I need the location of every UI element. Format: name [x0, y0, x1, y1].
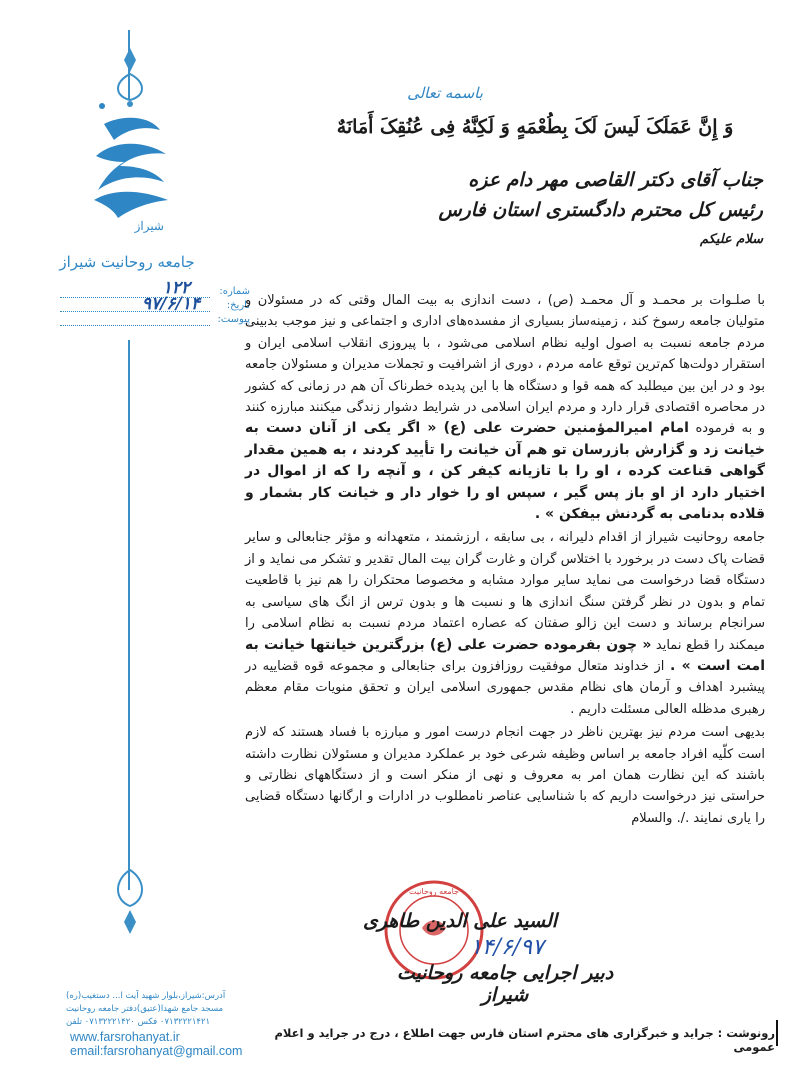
addressee-block — [343, 165, 763, 255]
addressee-title: رئیس کل محترم دادگستری استان فارس — [438, 199, 763, 221]
date-label: تاریخ: — [226, 300, 250, 311]
number-label: شماره: — [219, 286, 250, 297]
greeting: سلام علیکم — [699, 232, 763, 247]
address-line-1: آدرس:شیراز،بلوار شهید آیت ا... دستغیب(ره) — [66, 991, 226, 1001]
hadith-quote: « چون بفرموده حضرت علی (ع) بزرگترین خیانتها خیانت به امت است » . — [245, 636, 765, 674]
date-row — [60, 294, 250, 314]
signatory-name: السید علی الدین طاهری — [362, 910, 558, 932]
carbon-copy: رونوشت : جراید و خبرگزاری های محترم استان فارس جهت اطلاع ، درج در جراید و اعلام عمومی — [274, 1026, 775, 1054]
signature-date: ۱۴/۶/۹۷ — [470, 935, 544, 960]
date-value: ۹۷/۶/۱۴ — [141, 294, 200, 314]
paragraph-3: بدیهی است مردم نیز بهترین ناظر در جهت انجام درست امور و مبارزه با فساد هستند که لازم است کلّیه افراد جامعه بر اساس وظیفه شرعی خود بر عملکرد مدیران و مسئولان نظارت داشته باشند که این نظارت همان امر به معروف و نهی از منکر است و از دستگاههای نظارتی و حراستی نیز درخواست داریم که با شناسایی عناصر نامطلوب در ادارات و ارگانها دستگاه قضایی را یاری نمایند ./. والسلام — [245, 725, 765, 826]
address-line-2: مسجد جامع شهدا(عتیق)دفتر جامعه روحانیت — [66, 1004, 224, 1014]
addressee-name: جناب آقای دکتر القاصی مهر دام عزه — [468, 169, 763, 191]
cc-mark — [776, 1020, 784, 1046]
number-value: ۱۲۲ — [162, 278, 190, 298]
verse: وَ إِنَّ عَمَلَکَ لَیسَ لَکَ بِطُعْمَهٍ وَ لَکِنَّهُ فِی عُنُقِکَ أَمَانَهٌ — [336, 116, 734, 138]
ornament-line-main — [128, 340, 130, 890]
organization-name: جامعه روحانیت شیراز — [59, 253, 195, 271]
letter-body — [245, 290, 765, 831]
attachment-label: پیوست: — [217, 314, 250, 325]
address-block — [66, 990, 276, 1029]
ornament-bottom — [98, 860, 162, 940]
paragraph-1: با صلـوات بر محمـد و آل محمـد (ص) ، دست اندازی به بیت المال وقتی که در مسئولان و متولیان جامعه رسوخ کند ، زمینه‌ساز بسیاری از مفسده‌های اداری و اجتماعی و نیز موجب بدبینی مردم جامعه نسبت به اصول اولیه نظام اسلامی می‌شود ، با پیروزی انقلاب اسلامی ایران و استقرار دولت‌ها کم‌ترین توقع عامه مردم ، دوری از اشرافیت و تجملات مدیران و مسئولان جامعه بود و در این بین میطلبد که همه قوا و دستگاه ها با این پدیده خطرناک آن هم در زمانی که کشور در محاصره اقتصادی قرار دارد و مردم ایران اسلامی در شرایط دشوار زندگی میکنند مبارزه کنند و به فرموده امام امیرالمؤمنین حضرت علی (ع) « اگر یکی از آنان دست به خیانت زد و گزارش بازرسان تو هم آن خیانت را تأیید کردند ، به همین مقدار گواهی قناعت کرده ، او را با تازیانه کیفر کن ، و آنچه را که از اموال در اختیار دارد از او باز پس گیر ، سپس او را خوار دار و خیانت کار بشمار و قلاده بدنامی به گردنش بیفکن » . — [245, 293, 766, 523]
imam-ali-quote: امام امیرالمؤمنین حضرت علی (ع) « اگر یکی از آنان دست به خیانت زد و گزارش بازرسان تو هم آن خیانت را تأیید کردند ، به همین مقدار گواهی قناعت کرده ، او را با تازیانه کیفر کن ، و آنچه را که از اموال در اختیار دارد از او باز پس گیر ، سپس او را خوار دار و خیانت کار بشمار و قلاده بدنامی به گردنش بیفکن » . — [245, 420, 765, 523]
svg-text:جامعه روحانیت: جامعه روحانیت — [409, 887, 459, 896]
attachment-row — [60, 314, 250, 328]
website-link[interactable]: www.farsrohanyat.ir — [70, 1030, 180, 1044]
signatory-title: دبیر اجرایی جامعه روحانیت شیراز — [396, 962, 614, 1006]
svg-text:شیراز: شیراز — [134, 219, 164, 233]
organization-logo — [84, 96, 180, 246]
paragraph-2: جامعه روحانیت شیراز از اقدام دلیرانه ، بی سابقه ، ارزشمند ، متعهدانه و مؤثر جنابعالی و سایر قضات پاک دست در برخورد با اختلاس گران و غارت گران بیت المال تقدیر و تشکر می نماید و از دستگاه قضا درخواست می نماید سایر موارد مشابه و مخصوصا محتکران را هم نیز با قاطعیت تمام و بدون در نظر گرفتن سنگ اندازی ها و نسبت ها و بدون ترس از انگ های سیاسی به سرانجام برساند و دست این زالو صفتان که عصاره اعتماد مردم نسبت به نظام اسلامی را میمکند را قطع نماید « چون بفرموده حضرت علی (ع) بزرگترین خیانتها خیانت به امت است » . از خداوند متعال موفقیت روزافزون برای جنابعالی و مجموعه قوه قضاییه در پیشبرد اهداف و آرمان های نظام مقدس جمهوری اسلامی ایران و تحقق منویات مقام معظم رهبری مدظله العالی مسئلت داریم . — [245, 530, 765, 717]
letter-meta — [60, 278, 250, 328]
email-link[interactable]: email:farsrohanyat@gmail.com — [70, 1044, 243, 1058]
phone-line: ۰۷۱۳۲۲۲۱۴۲۱ فکس ۰۷۱۳۲۲۲۱۴۲۰ تلفن — [66, 1017, 211, 1027]
bismillah: باسمه تعالی — [407, 84, 483, 102]
